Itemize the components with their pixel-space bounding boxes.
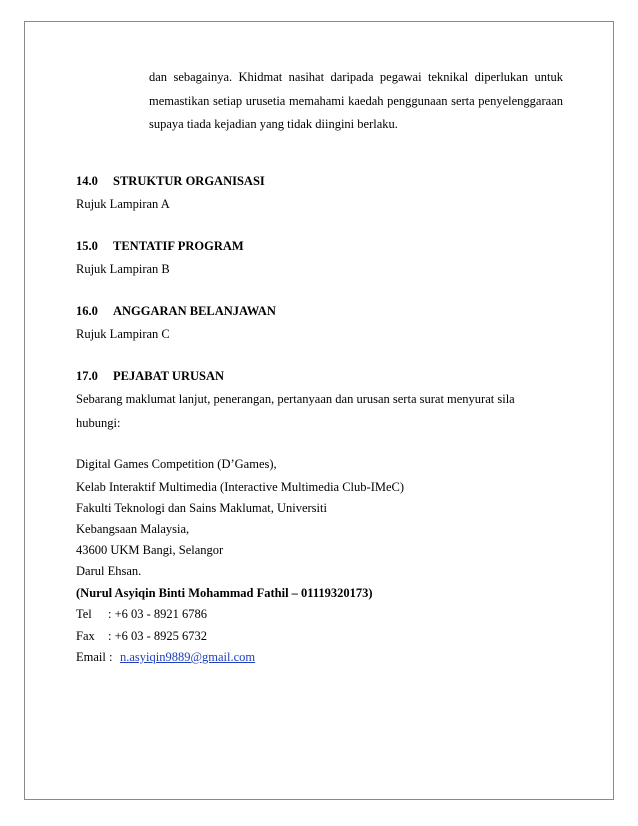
address-line: Darul Ehsan. (76, 564, 142, 578)
tel-label: Tel (76, 607, 92, 621)
address-line: 43600 UKM Bangi, Selangor (76, 543, 224, 557)
email-line (76, 649, 255, 665)
email-label: Email : (76, 650, 113, 664)
section-heading-15 (76, 238, 244, 254)
intro-line: memastikan setiap urusetia memahami kaedah penggunaan serta penyelenggaraan (149, 93, 563, 108)
address-line: Kebangsaan Malaysia, (76, 522, 190, 536)
section-number: 14.0 (76, 174, 98, 188)
section-heading-14 (76, 173, 265, 189)
section-body-17-line: Sebarang maklumat lanjut, penerangan, pertanyaan dan urusan serta surat menyurat sila (76, 392, 515, 406)
section-title: TENTATIF PROGRAM (113, 239, 244, 253)
section-heading-17 (76, 368, 224, 384)
fax-label: Fax (76, 629, 95, 643)
intro-line: supaya tiada kejadian yang tidak diingini berlaku. (149, 117, 398, 131)
section-body-14: Rujuk Lampiran A (76, 197, 170, 211)
section-title: PEJABAT URUSAN (113, 369, 225, 383)
section-title: ANGGARAN BELANJAWAN (113, 304, 276, 318)
section-number: 16.0 (76, 304, 98, 318)
fax-value: : +6 03 - 8925 6732 (108, 629, 208, 643)
section-number: 15.0 (76, 239, 98, 253)
intro-line: dan sebagainya. Khidmat nasihat daripada pegawai teknikal diperlukan untuk (149, 70, 563, 84)
page-border (24, 21, 614, 800)
address-line: Kelab Interaktif Multimedia (Interactive Multimedia Club-IMeC) (76, 480, 405, 494)
section-body-15: Rujuk Lampiran B (76, 262, 170, 276)
contact-person: (Nurul Asyiqin Binti Mohammad Fathil – 01119320173) (76, 586, 373, 600)
address-line: Digital Games Competition (D’Games), (76, 457, 277, 471)
fax-line (76, 628, 207, 644)
tel-line (76, 606, 207, 622)
tel-value: : +6 03 - 8921 6786 (108, 607, 208, 621)
section-heading-16 (76, 303, 276, 319)
section-body-16: Rujuk Lampiran C (76, 327, 170, 341)
section-number: 17.0 (76, 369, 98, 383)
intro-paragraph (149, 66, 563, 137)
section-title: STRUKTUR ORGANISASI (113, 174, 265, 188)
address-line: Fakulti Teknologi dan Sains Maklumat, Universiti (76, 501, 327, 515)
email-link[interactable]: n.asyiqin9889@gmail.com (120, 650, 256, 664)
section-body-17-line: hubungi: (76, 416, 121, 430)
